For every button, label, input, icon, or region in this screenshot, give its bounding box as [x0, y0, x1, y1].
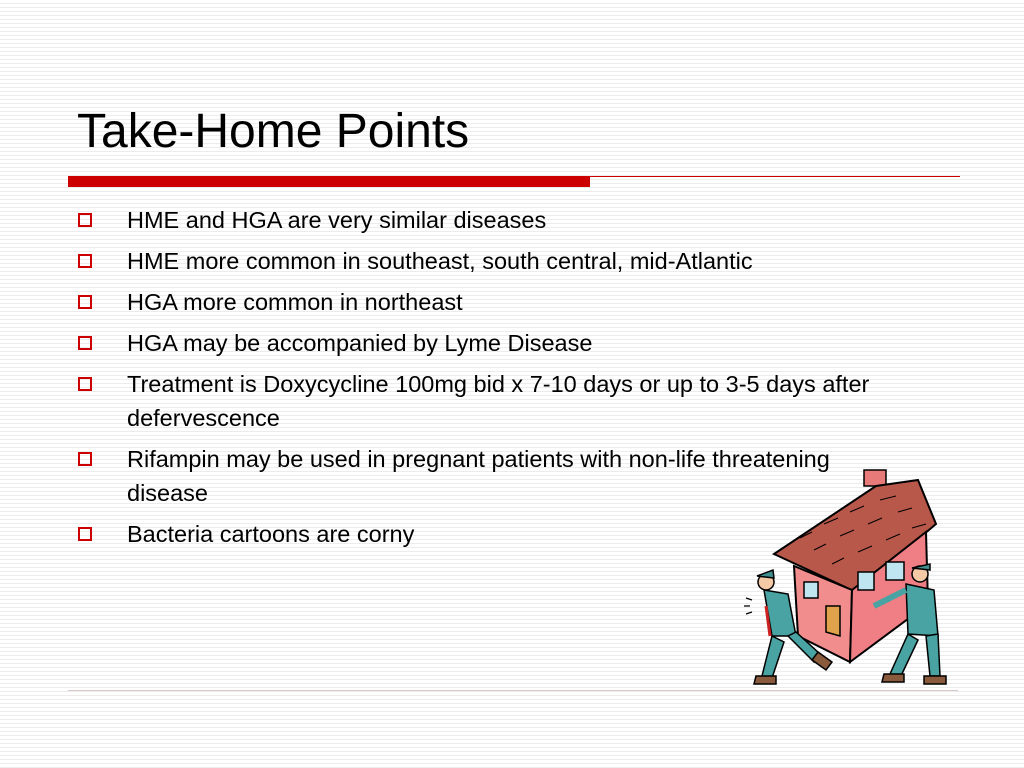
- hollow-square-icon: [78, 213, 92, 227]
- bullet-text: HGA more common in northeast: [127, 289, 463, 315]
- bullet-item: [76, 326, 916, 360]
- bullet-item: [76, 367, 916, 435]
- title-underline-thick: [68, 176, 590, 187]
- bullet-text: HME and HGA are very similar diseases: [127, 207, 547, 233]
- bullet-text: Bacteria cartoons are corny: [127, 521, 415, 547]
- bullet-text: Rifampin may be used in pregnant patients with non-life threatening disease: [127, 446, 830, 506]
- footer-rule: [68, 690, 958, 691]
- bullet-text: Treatment is Doxycycline 100mg bid x 7-10 days or up to 3-5 days after defervescence: [127, 371, 870, 431]
- bullet-text: HGA may be accompanied by Lyme Disease: [127, 330, 593, 356]
- title-underline-thin: [590, 176, 960, 177]
- slide-title: Take-Home Points: [77, 105, 470, 158]
- hollow-square-icon: [78, 377, 92, 391]
- hollow-square-icon: [78, 452, 92, 466]
- hollow-square-icon: [78, 295, 92, 309]
- hollow-square-icon: [78, 336, 92, 350]
- movers-carrying-house-icon: [740, 466, 960, 692]
- bullet-text: HME more common in southeast, south central, mid-Atlantic: [127, 248, 753, 274]
- hollow-square-icon: [78, 527, 92, 541]
- bullet-item: [76, 244, 916, 278]
- bullet-item: [76, 285, 916, 319]
- bullet-item: [76, 203, 916, 237]
- hollow-square-icon: [78, 254, 92, 268]
